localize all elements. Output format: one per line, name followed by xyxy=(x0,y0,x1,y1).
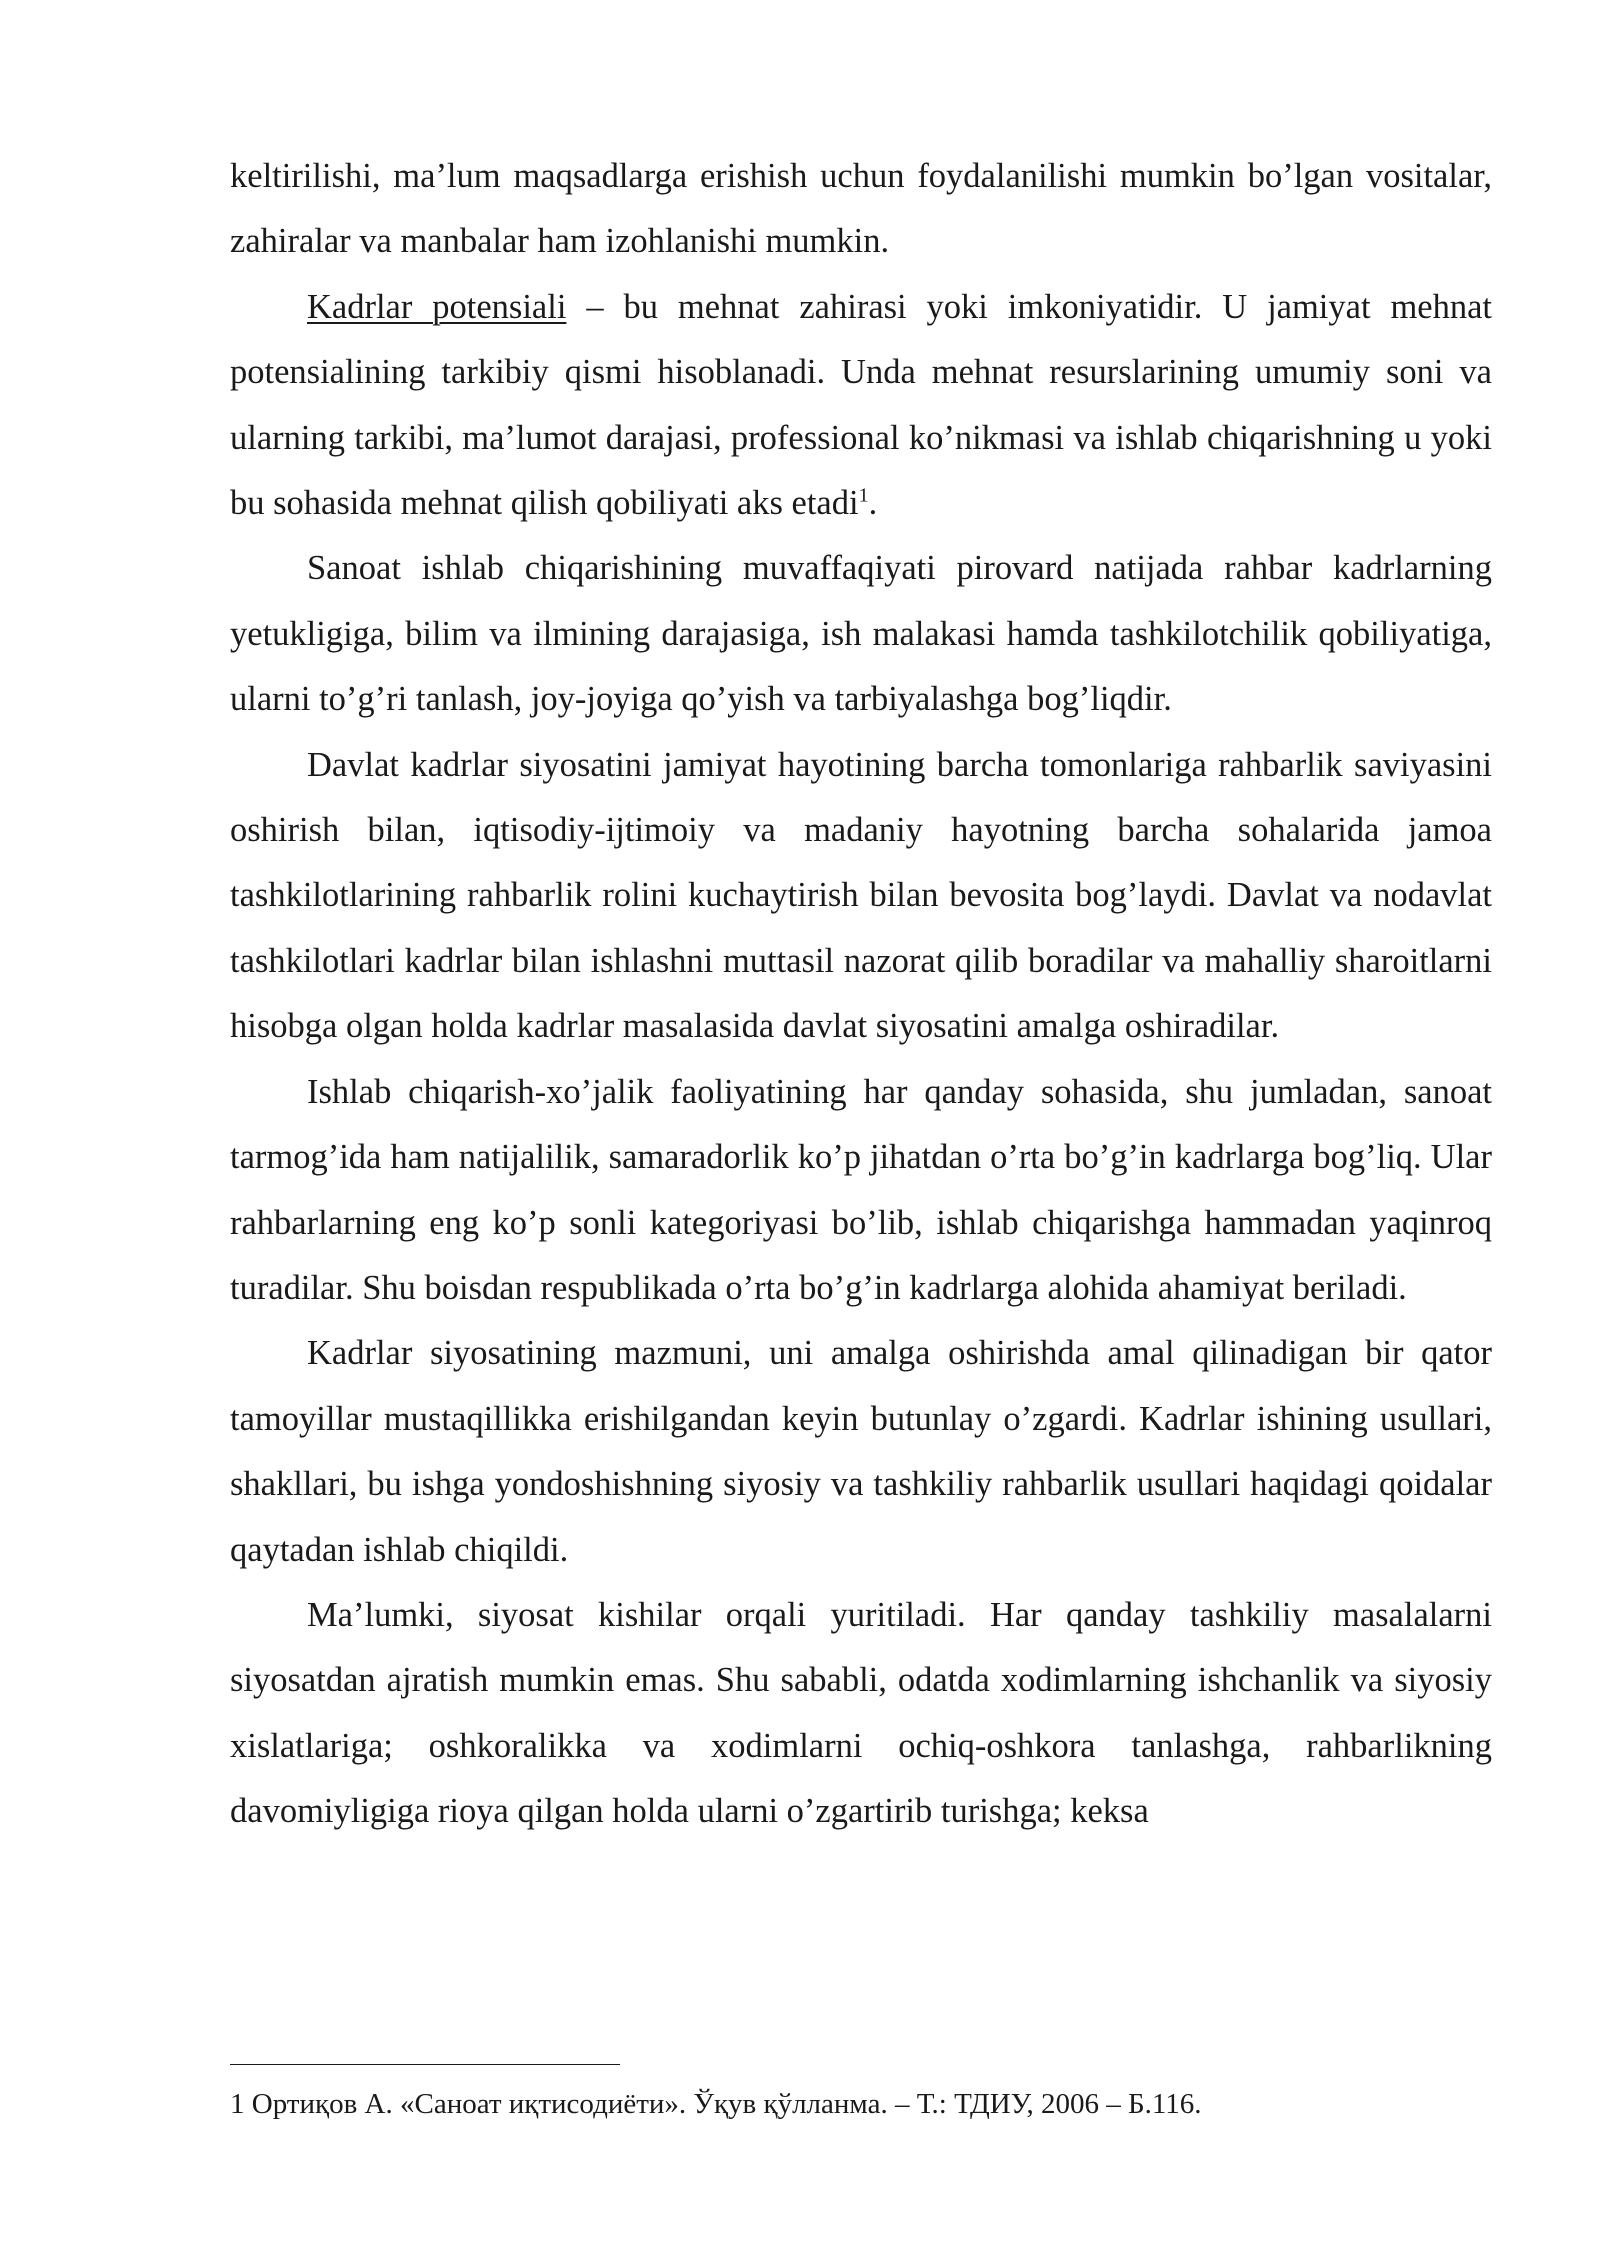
paragraph-kadrlar-siyosati xyxy=(230,1321,1492,1583)
paragraph-text: Ma’lumki, siyosat kishilar orqali yuritiladi. Har qanday tashkiliy masalalarni siyosatdan ajratish mumkin emas. Shu sababli, odatda xodimlarning ishchanlik va siyosiy xislatlariga; oshkoralikka va xodimlarni ochiq-oshkora tanlashga, rahbarlikning davomiyligiga rioya qilgan holda ularni o’zgartirib turishga; keksa xyxy=(230,1595,1492,1831)
paragraph-continuation xyxy=(230,144,1492,275)
paragraph-text: Sanoat ishlab chiqarishining muvaffaqiyati pirovard natijada rahbar kadrlarning yetukligiga, bilim va ilmining darajasiga, ish malakasi hamda tashkilotchilik qobiliyatiga, ularni to’g’ri tanlash, joy-joyiga qo’yish va tarbiyalashga bog’liqdir. xyxy=(230,549,1492,719)
paragraph-malumki xyxy=(230,1583,1492,1845)
paragraph-sanoat xyxy=(230,536,1492,732)
paragraph-text-end: . xyxy=(868,484,878,523)
paragraph-kadrlar-potensiali xyxy=(230,275,1492,537)
defined-term: Kadrlar potensiali xyxy=(307,287,567,326)
body-text xyxy=(230,144,1492,1845)
footnote-text: 1 Ортиқов А. «Саноат иқтисодиёти». Ўқув қўлланма. – Т.: ТДИУ, 2006 – Б.116. xyxy=(230,2088,1202,2120)
paragraph-text: Ishlab chiqarish-xo’jalik faoliyatining har qanday sohasida, shu jumladan, sanoat tarmog’ida ham natijalilik, samaradorlik ko’p jihatdan o’rta bo’g’in kadrlarga bog’liq. Ular rahbarlarning eng ko’p sonli kategoriyasi bo’lib, ishlab chiqarishga hammadan yaqinroq turadilar. Shu boisdan respublikada o’rta bo’g’in kadrlarga alohida ahamiyat beriladi. xyxy=(230,1072,1492,1307)
paragraph-text: Davlat kadrlar siyosatini jamiyat hayotining barcha tomonlariga rahbarlik saviyasini oshirish bilan, iqtisodiy-ijtimoiy va madaniy hayotning barcha sohalarida jamoa tashkilotlarining rahbarlik rolini kuchaytirish bilan bevosita bog’laydi. Davlat va nodavlat tashkilotlari kadrlar bilan ishlashni muttasil nazorat qilib boradilar va mahalliy sharoitlarni hisobga olgan holda kadrlar masalasida davlat siyosatini amalga oshiradilar. xyxy=(230,745,1492,1046)
paragraph-text: keltirilishi, ma’lum maqsadlarga erishish uchun foydalanilishi mumkin bo’lgan vositalar, zahiralar va manbalar ham izohlanishi mumkin. xyxy=(230,157,1492,261)
paragraph-ishlab-chiqarish xyxy=(230,1060,1492,1322)
paragraph-text: – bu mehnat zahirasi yoki imkoniyatidir. U jamiyat mehnat potensialining tarkibiy qismi hisoblanadi. Unda mehnat resurslarining umumiy soni va ularning tarkibi, ma’lumot darajasi, professional ko’nikmasi va ishlab chiqarishning u yoki bu sohasida mehnat qilish qobiliyati aks etadi xyxy=(230,287,1493,523)
footnote xyxy=(230,2084,1492,2124)
paragraph-davlat xyxy=(230,733,1492,1060)
paragraph-text: Kadrlar siyosatining mazmuni, uni amalga oshirishda amal qilinadigan bir qator tamoyillar mustaqillikka erishilgandan keyin butunlay o’zgardi. Kadrlar ishining usullari, shakllari, bu ishga yondoshishning siyosiy va tashkiliy rahbarlik usullari haqidagi qoidalar qaytadan ishlab chiqildi. xyxy=(230,1334,1492,1569)
footnote-reference: 1 xyxy=(858,484,869,507)
footnote-separator xyxy=(230,2064,620,2065)
